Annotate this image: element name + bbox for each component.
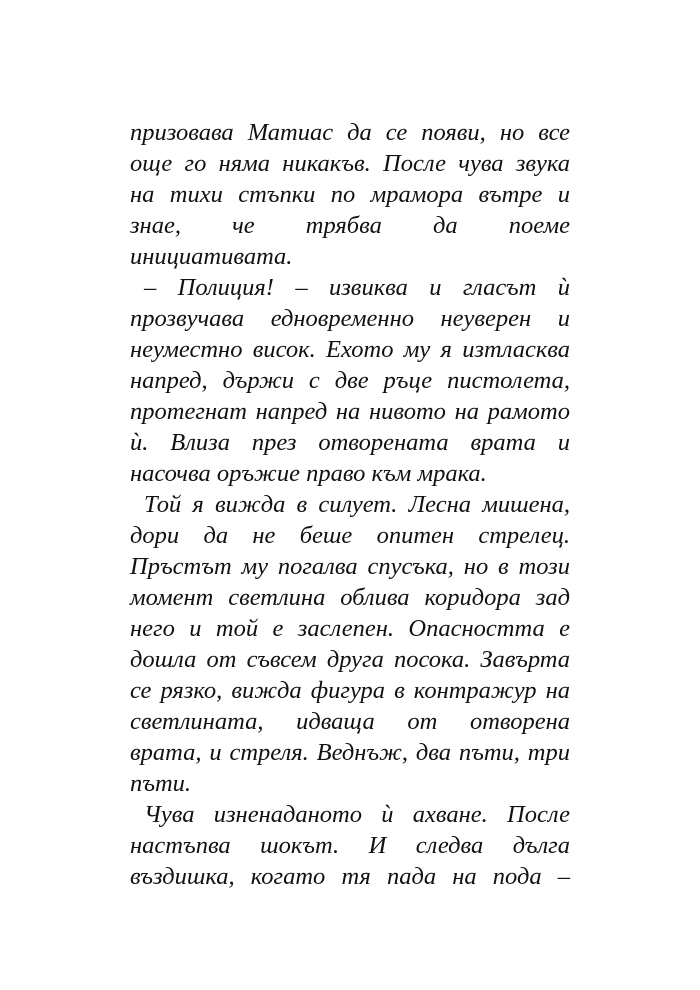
text-line: протегнат напред на нивото на рамото [130,398,570,425]
text-line: още го няма никакъв. После чува звука [130,150,570,177]
text-line: настъпва шокът. И следва дълга [130,832,570,859]
text-line: неуместно висок. Ехото му я изтласква [130,336,570,363]
text-line: на тихи стъпки по мрамора вътре и [130,181,570,208]
text-line: насочва оръжие право към мрака. [130,460,487,487]
text-line: дошла от съвсем друга посока. Завърта [130,646,570,673]
text-line: напред, държи с две ръце пистолета, [130,367,570,394]
body-text [130,117,570,892]
text-line: въздишка, когато тя пада на пода – [130,863,570,890]
text-line: Пръстът му погалва спусъка, но в този [130,553,570,580]
text-line: Чува изненаданото ѝ ахване. После [144,801,570,828]
text-line: – Полиция! – извиква и гласът ѝ [144,274,570,301]
text-line: пъти. [130,770,192,797]
text-line: момент светлина облива коридора зад [130,584,570,611]
text-line: прозвучава едновременно неуверен и [130,305,570,332]
text-line: знае, че трябва да поеме [130,212,570,239]
text-line: дори да не беше опитен стрелец. [130,522,570,549]
text-line: светлината, идваща от отворена [130,708,570,735]
text-line: врата, и стреля. Веднъж, два пъти, три [130,739,570,766]
text-line: се рязко, вижда фигура в контражур на [130,677,570,704]
text-line: него и той е заслепен. Опасността е [130,615,570,642]
text-line: инициативата. [130,243,293,270]
text-line: ѝ. Влиза през отворената врата и [130,429,570,456]
text-line: призовава Матиас да се появи, но все [130,119,570,146]
text-line: Той я вижда в силует. Лесна мишена, [144,491,570,518]
